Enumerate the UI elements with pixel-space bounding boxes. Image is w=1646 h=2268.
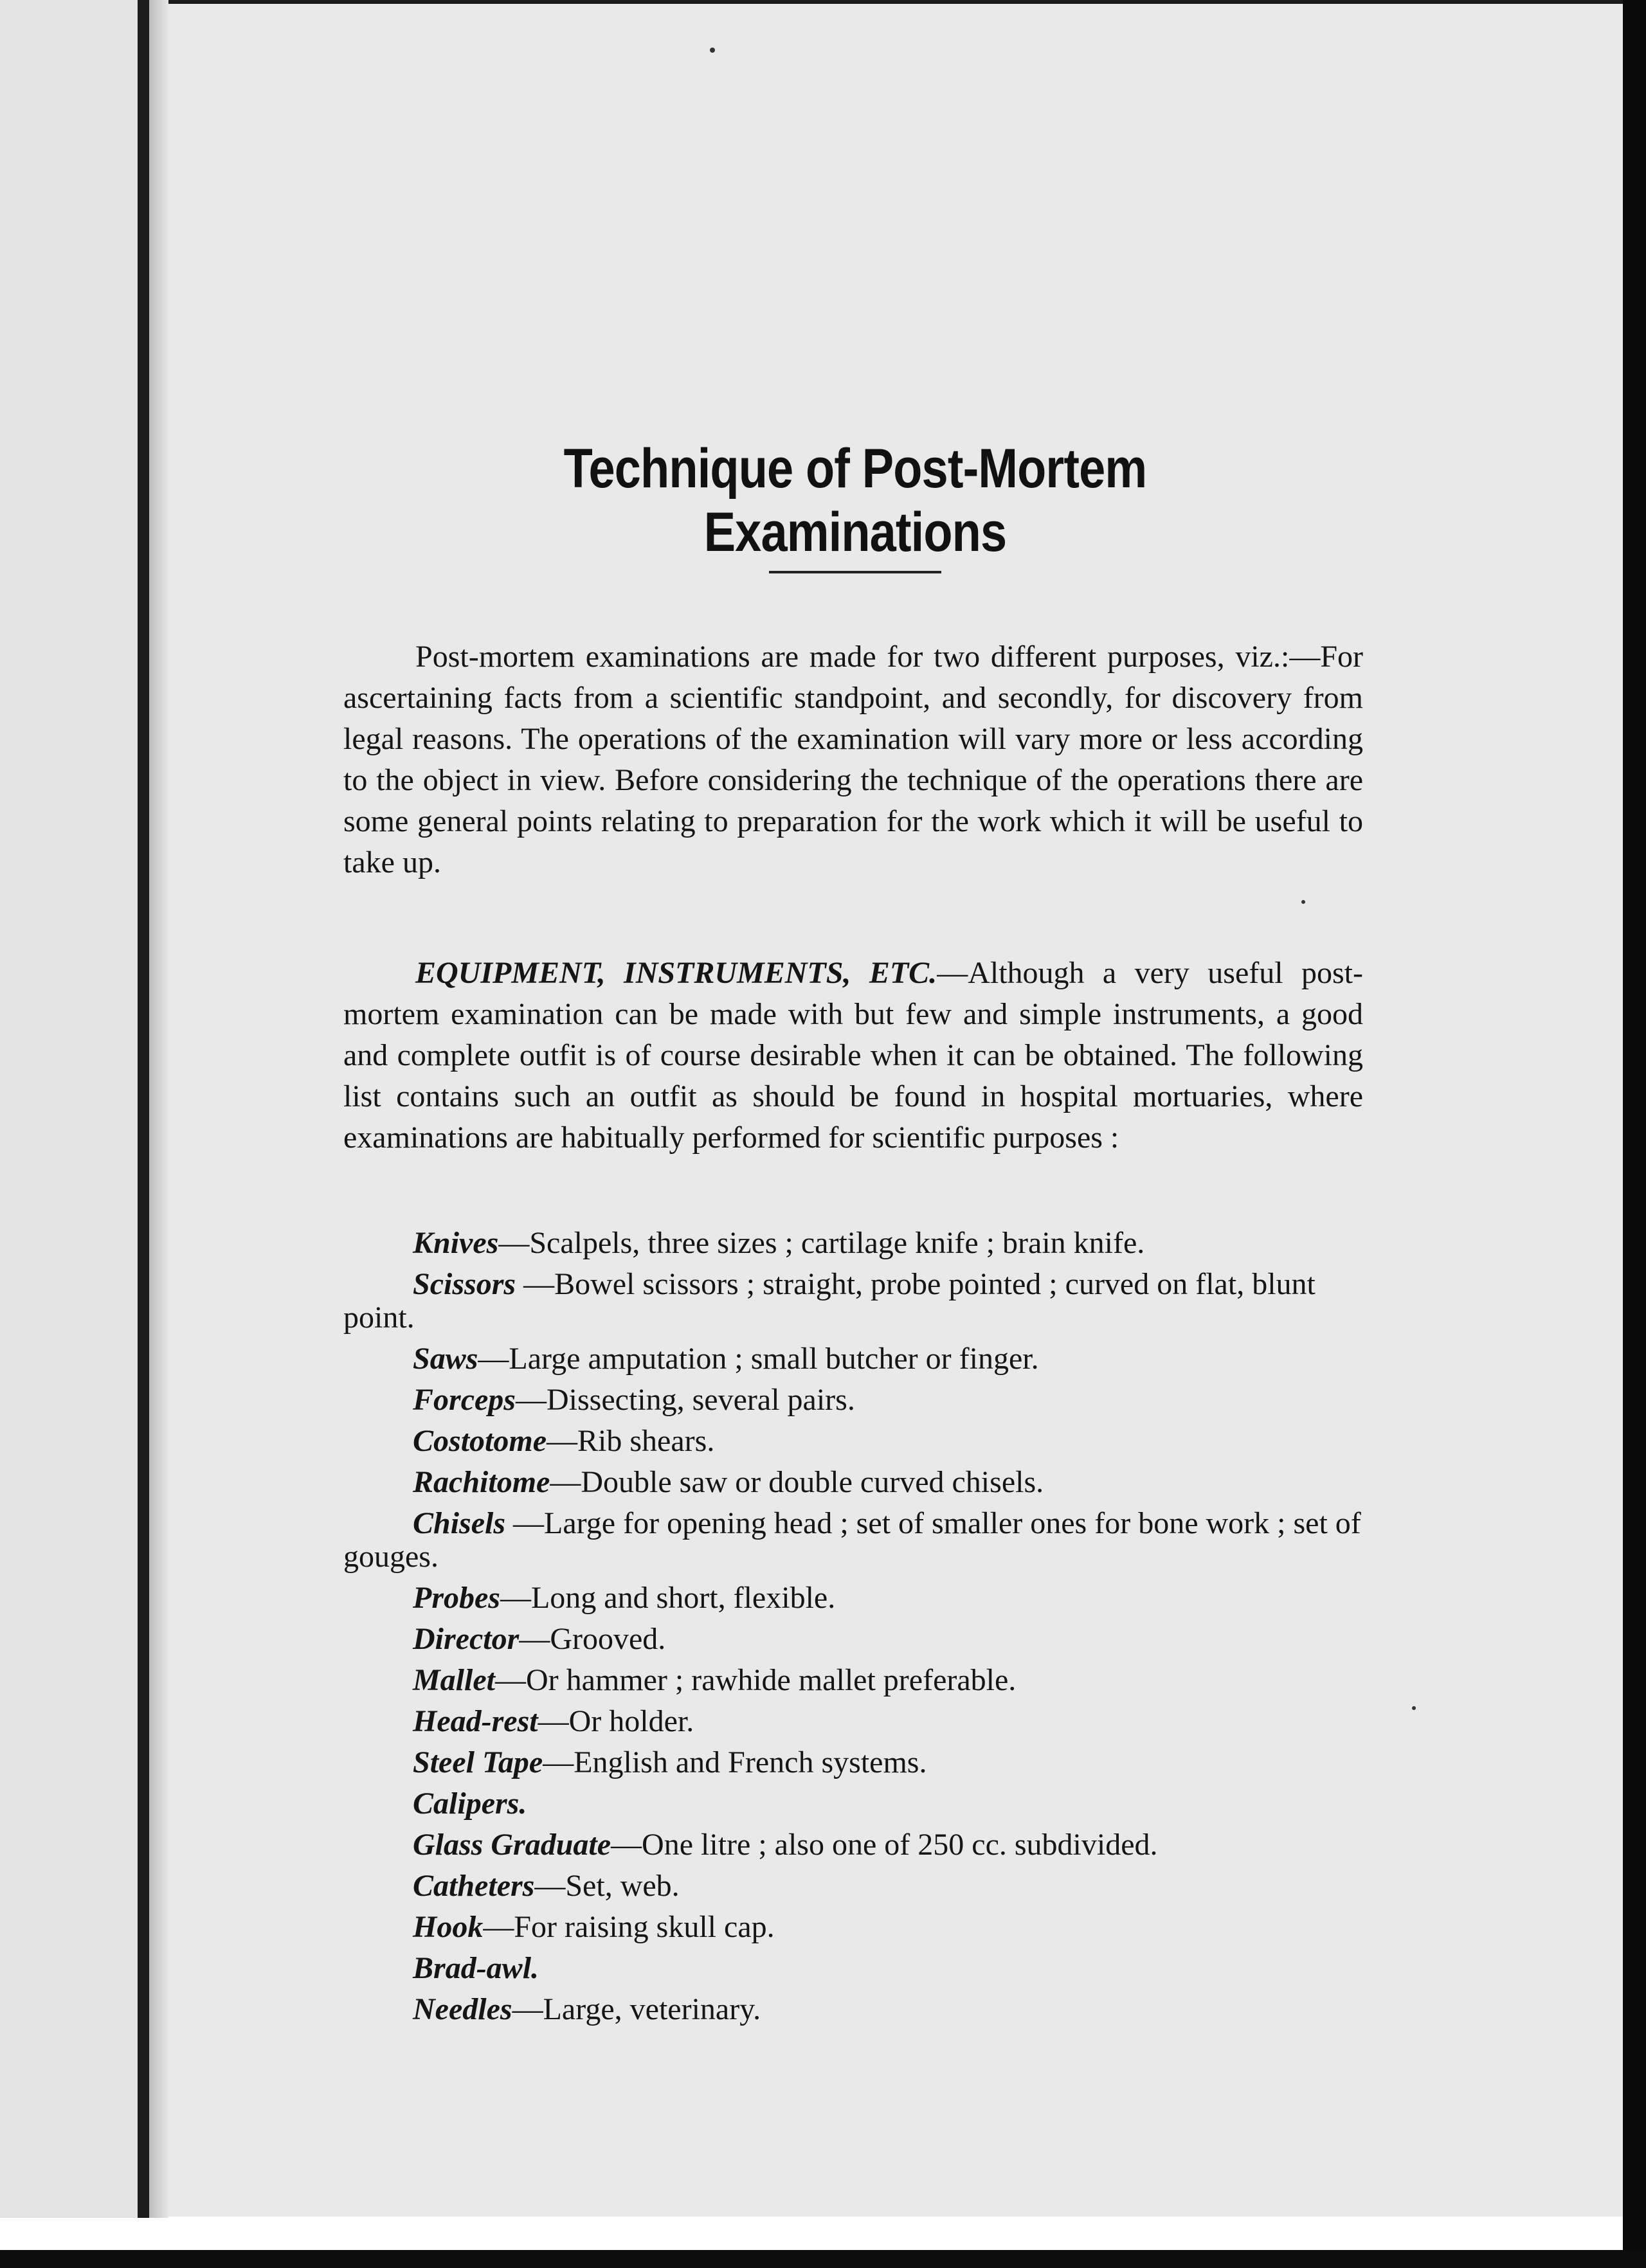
instrument-term: Steel Tape (413, 1745, 543, 1779)
instrument-item (343, 1993, 1363, 2026)
instrument-item (343, 1623, 1363, 1656)
intro-paragraph-text: Post-mortem examinations are made for two different purposes, viz.:—For ascertaining facts from a scientific standpoint, and secondly, for discovery from legal reasons. The operations of the examination will vary more or less according to the object in view. Before considering the technique of the operations there are some general points relating to preparation for the work which it will be useful to take up. (343, 640, 1363, 879)
instrument-item (343, 1581, 1363, 1615)
instrument-term: Needles (413, 1992, 512, 2026)
page-gutter (138, 0, 149, 2218)
instrument-description: —For raising skull cap. (483, 1910, 775, 1944)
instrument-description: —Dissecting, several pairs. (515, 1383, 855, 1417)
page-title: Technique of Post-Mortem Examinations (563, 438, 1147, 563)
equipment-heading: EQUIPMENT, INSTRUMENTS, ETC. (415, 956, 937, 990)
instrument-term: Glass Graduate (413, 1828, 611, 1862)
instrument-description: —Rib shears. (547, 1424, 715, 1458)
instrument-term: Costotome (413, 1424, 547, 1458)
instrument-term: Forceps (413, 1383, 516, 1417)
instrument-item (343, 1466, 1363, 1499)
instrument-item (343, 1787, 1363, 1821)
scan-right-edge (1623, 0, 1646, 2268)
instrument-description: —Scalpels, three sizes ; cartilage knife ; brain knife. (498, 1226, 1145, 1260)
instrument-item (343, 1869, 1363, 1903)
instrument-term: Mallet (413, 1663, 495, 1697)
instrument-description: —Large amputation ; small butcher or finger. (478, 1342, 1039, 1376)
instrument-item (343, 1342, 1363, 1376)
instrument-description: —Grooved. (519, 1622, 666, 1656)
instrument-description: —Bowel scissors ; straight, probe pointed ; curved on flat, blunt point. (343, 1267, 1316, 1335)
instrument-item (343, 1664, 1363, 1697)
instrument-term: Scissors (413, 1267, 516, 1301)
dust-speck (1412, 1706, 1416, 1710)
instrument-item (343, 1952, 1363, 1985)
instrument-description: —Or holder. (538, 1704, 694, 1738)
instrument-term: Chisels (413, 1506, 506, 1540)
instrument-term: Probes (413, 1581, 500, 1615)
instrument-term: Saws (413, 1342, 478, 1376)
instrument-item (343, 1507, 1363, 1574)
instrument-list (343, 1227, 1363, 2034)
instrument-description: —Double saw or double curved chisels. (550, 1465, 1044, 1499)
instrument-item (343, 1746, 1363, 1779)
gutter-shadow (149, 0, 168, 2218)
instrument-item (343, 1911, 1363, 1944)
equipment-paragraph (343, 953, 1363, 1158)
instrument-item (343, 1828, 1363, 1862)
instrument-term: Hook (413, 1910, 484, 1944)
instrument-term: Director (413, 1622, 520, 1656)
intro-paragraph (343, 636, 1363, 883)
dust-speck (1301, 900, 1305, 904)
instrument-term: Brad-awl. (413, 1951, 539, 1985)
dust-speck (710, 48, 715, 53)
instrument-term: Catheters (413, 1869, 535, 1903)
title-rule (769, 571, 941, 573)
instrument-item (343, 1425, 1363, 1458)
scan-bottom-edge (0, 2250, 1646, 2268)
instrument-term: Knives (413, 1226, 499, 1260)
facing-page-sliver (0, 0, 138, 2218)
instrument-term: Head-rest (413, 1704, 538, 1738)
instrument-description: —Set, web. (534, 1869, 680, 1903)
instrument-description: —Large for opening head ; set of smaller ones for bone work ; set of gouges. (343, 1506, 1361, 1574)
instrument-item (343, 1383, 1363, 1417)
instrument-item (343, 1705, 1363, 1738)
instrument-description: —English and French systems. (543, 1745, 927, 1779)
instrument-item (343, 1268, 1363, 1335)
instrument-description: —Large, veterinary. (512, 1992, 761, 2026)
instrument-item (343, 1227, 1363, 1260)
instrument-description: —Long and short, flexible. (500, 1581, 836, 1615)
instrument-term: Rachitome (413, 1465, 550, 1499)
equipment-paragraph-text: —Although a very useful post-mortem examination can be made with but few and simple instruments, a good and complete outfit is of course desirable when it can be obtained. The following list contains such an outfit as should be found in hospital mortuaries, where examinations are habitually performed for scientific purposes : (343, 956, 1364, 1155)
instrument-description: —One litre ; also one of 250 cc. subdivided. (611, 1828, 1158, 1862)
instrument-description: —Or hammer ; rawhide mallet preferable. (495, 1663, 1017, 1697)
instrument-term: Calipers. (413, 1787, 527, 1821)
